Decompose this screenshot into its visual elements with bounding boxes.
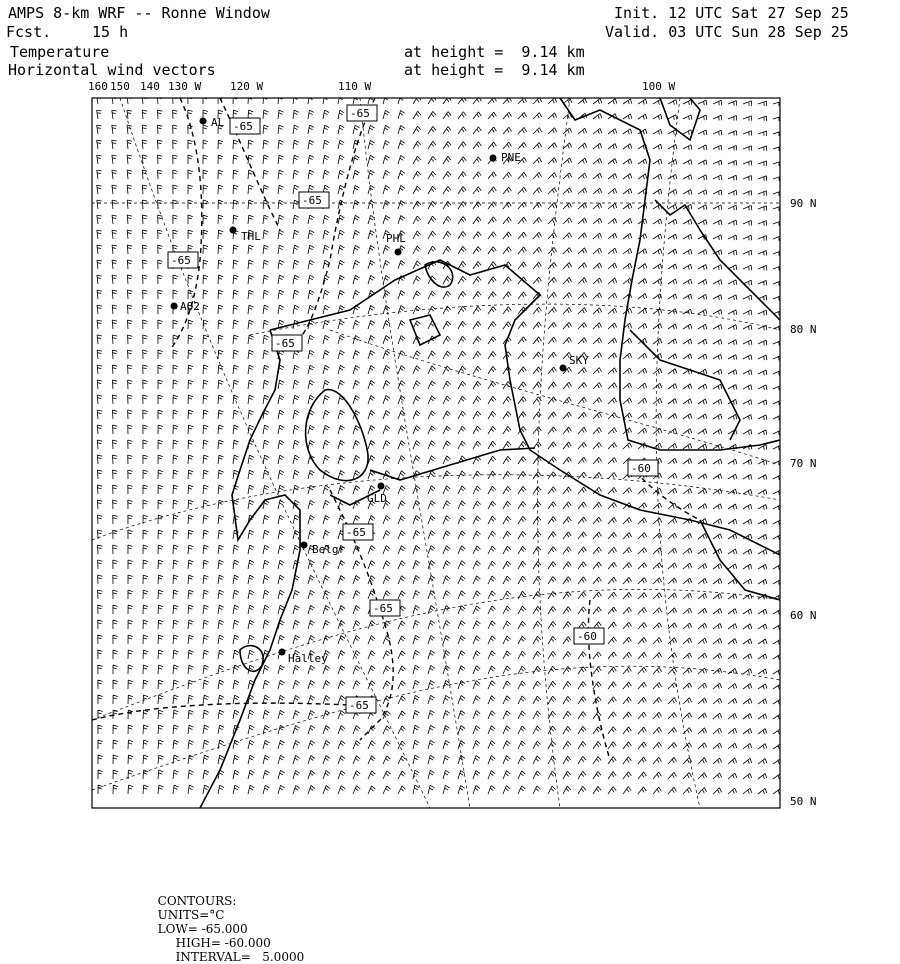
contour-label: -65 [373, 602, 393, 615]
top-axis-label: 130 W [168, 80, 202, 93]
top-axis-label: 140 [140, 80, 160, 93]
contour-label: -60 [631, 462, 651, 475]
contour-label: -65 [349, 699, 369, 712]
low-label: LOW= -65.000 [157, 922, 248, 936]
top-axis-label: 120 W [230, 80, 264, 93]
contour-label: -65 [233, 120, 253, 133]
valid-time: Valid. 03 UTC Sun 28 Sep 25 [605, 23, 849, 41]
height-wind: at height = 9.14 km [404, 61, 585, 79]
station-label: SKY [569, 354, 589, 367]
units-label: UNITS=°C [157, 908, 225, 922]
top-axis-label: 100 W [642, 80, 676, 93]
station-label: Belgr [312, 543, 346, 556]
high-label: HIGH= -60.000 [175, 936, 271, 950]
contours-label: CONTOURS: [157, 894, 237, 908]
top-axis-label: 110 W [338, 80, 372, 93]
wind-vector-field [97, 95, 782, 794]
contour-label: -65 [302, 194, 322, 207]
field-wind: Horizontal wind vectors [8, 61, 216, 79]
right-axis-label: 50 N [790, 795, 817, 808]
map-title: AMPS 8-km WRF -- Ronne Window [8, 4, 270, 22]
wind-barbs [97, 95, 782, 794]
station-label: AL [211, 116, 225, 129]
station-marker [301, 542, 308, 549]
station-label: GLD [367, 492, 387, 505]
right-axis-label: 90 N [790, 197, 817, 210]
height-temperature: at height = 9.14 km [404, 43, 585, 61]
contour-label: -65 [346, 526, 366, 539]
top-axis-label: 150 [110, 80, 130, 93]
right-axis [790, 197, 817, 808]
station-marker [279, 649, 286, 656]
interval-label: INTERVAL= 5.0000 [175, 950, 305, 964]
contour-label: -65 [350, 107, 370, 120]
right-axis-label: 70 N [790, 457, 817, 470]
station-marker [395, 249, 402, 256]
temperature-contours [92, 98, 700, 760]
contour-label: -65 [275, 337, 295, 350]
station-marker [378, 483, 385, 490]
station-marker [490, 155, 497, 162]
top-axis [88, 80, 675, 93]
station-label: THL [241, 230, 261, 243]
forecast-hours: 15 h [92, 23, 129, 41]
station-marker [200, 118, 207, 125]
station-marker [230, 227, 237, 234]
field-temperature: Temperature [10, 43, 110, 61]
station-label: PNE [501, 151, 521, 164]
contour-label: -60 [577, 630, 597, 643]
top-axis-label: 160 [88, 80, 108, 93]
forecast-label: Fcst. [6, 23, 52, 41]
right-axis-label: 80 N [790, 323, 817, 336]
station-label: Halley [288, 652, 328, 665]
contour-legend [150, 880, 310, 964]
station-marker [560, 365, 567, 372]
coastlines [200, 98, 780, 808]
init-time: Init. 12 UTC Sat 27 Sep 25 [614, 4, 849, 22]
station-label: AO2 [180, 300, 200, 313]
station-label: PHL [386, 232, 406, 245]
station-marker [171, 303, 178, 310]
contour-label-group [168, 105, 658, 713]
contour-label: -65 [171, 254, 191, 267]
right-axis-label: 60 N [790, 609, 817, 622]
